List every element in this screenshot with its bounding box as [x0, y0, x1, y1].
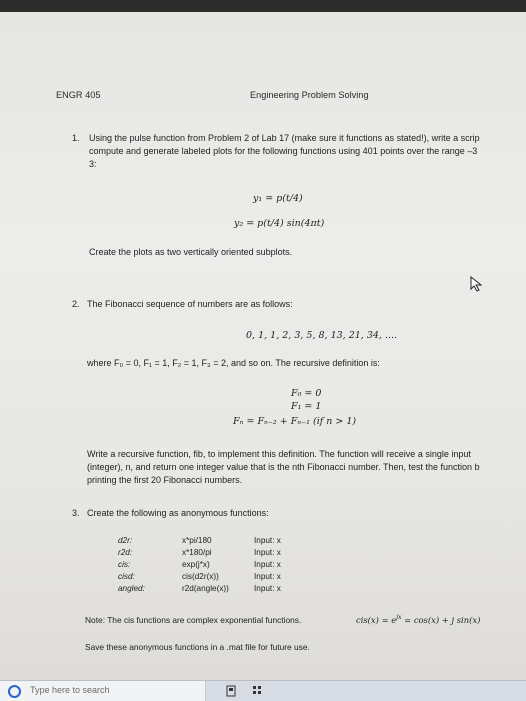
fn-name: r2d: — [118, 548, 133, 557]
fn-input: Input: x — [254, 560, 281, 569]
q2-intro: The Fibonacci sequence of numbers are as follows: — [87, 299, 293, 309]
fn-input: Input: x — [254, 584, 281, 593]
q2-def-3: Fₙ = Fₙ₋₂ + Fₙ₋₁ (if n > 1) — [233, 416, 357, 427]
q2-sequence: 0, 1, 1, 2, 3, 5, 8, 13, 21, 34, .... — [246, 330, 398, 341]
paper-document — [0, 12, 526, 680]
q2-body-3: printing the first 20 Fibonacci numbers. — [87, 475, 243, 485]
q2-def-1: F₀ = 0 — [291, 388, 322, 399]
q3-note-equation: $cis(x) = e^{jx} = \cos(x) + j$ sin(x) — [356, 614, 481, 625]
fn-name: cisd: — [118, 572, 135, 581]
q1-line2: compute and generate labeled plots for the following functions using 401 points over the range –3 — [89, 146, 478, 156]
course-title: Engineering Problem Solving — [250, 90, 369, 100]
q2-body-2: (integer), n, and return one integer value that is the nth Fibonacci number. Then, test the function b — [87, 462, 480, 472]
fn-expr: x*180/pi — [182, 548, 212, 557]
course-code: ENGR 405 — [56, 90, 101, 100]
app-grid-icon[interactable] — [252, 685, 262, 696]
fn-input: Input: x — [254, 548, 281, 557]
fn-input: Input: x — [254, 536, 281, 545]
q2-where: where F₀ = 0, F₁ = 1, F₂ = 1, F₃ = 2, and so on. The recursive definition is: — [87, 358, 380, 368]
q1-equation-2: y₂ = p(t/4) sin(4πt) — [234, 218, 325, 229]
fn-name: cis: — [118, 560, 131, 569]
q2-body-1: Write a recursive function, fib, to implement this definition. The function will receive a single input — [87, 449, 471, 459]
q3-save-note: Save these anonymous functions in a .mat file for future use. — [85, 642, 310, 652]
q1-equation-1: y₁ = p(t/4) — [253, 193, 303, 204]
q2-def-2: F₁ = 1 — [291, 401, 322, 412]
taskbar-search-input[interactable]: Type here to search — [30, 685, 110, 695]
task-view-icon[interactable] — [226, 685, 236, 697]
q2-number: 2. — [72, 299, 80, 309]
q1-number: 1. — [72, 133, 80, 143]
q1-line3: 3: — [89, 159, 97, 169]
q1-note: Create the plots as two vertically oriented subplots. — [89, 247, 293, 257]
taskbar-search-box[interactable] — [0, 681, 206, 701]
fn-name: angled: — [118, 584, 145, 593]
fn-expr: cis(d2r(x)) — [182, 572, 219, 581]
q3-note: Note: The cis functions are complex exponential functions. — [85, 615, 302, 625]
q3-intro: Create the following as anonymous functions: — [87, 508, 269, 518]
q3-number: 3. — [72, 508, 80, 518]
fn-expr: exp(j*x) — [182, 560, 210, 569]
fn-expr: r2d(angle(x)) — [182, 584, 229, 593]
cortana-ring-icon[interactable] — [8, 685, 21, 698]
mouse-cursor-icon — [470, 276, 484, 292]
taskbar — [0, 680, 526, 701]
fn-expr: x*pi/180 — [182, 536, 212, 545]
fn-name: d2r: — [118, 536, 133, 545]
fn-input: Input: x — [254, 572, 281, 581]
q1-line1: Using the pulse function from Problem 2 of Lab 17 (make sure it functions as stated!), write a scrip — [89, 133, 480, 143]
